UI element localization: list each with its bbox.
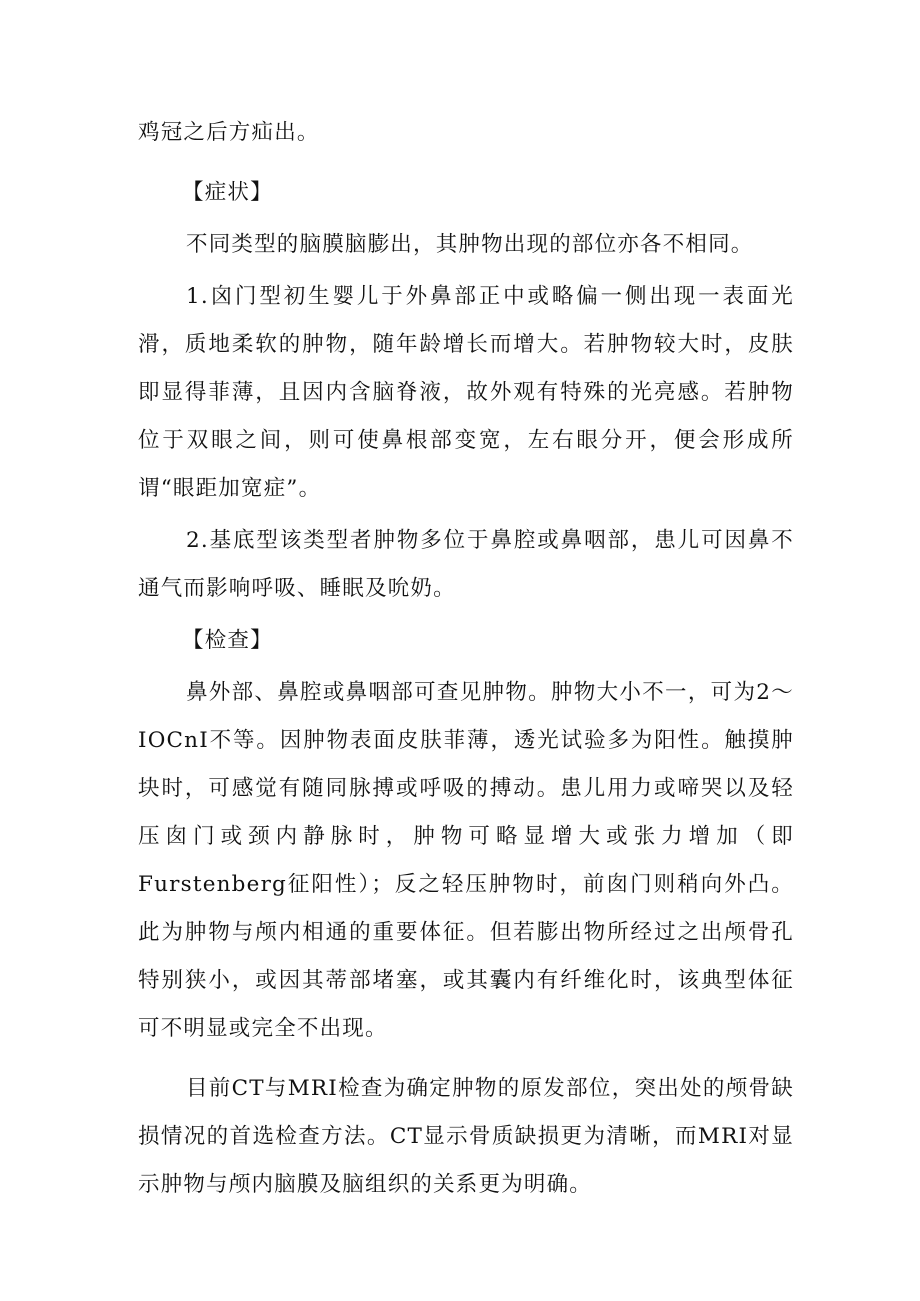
symptoms-paragraph-1: 不同类型的脑膜脑膨出，其肿物出现的部位亦各不相同。 bbox=[186, 232, 754, 257]
symptoms-heading: 【症状】 bbox=[182, 180, 273, 205]
symptoms-paragraph-3: 2.基底型该类型者肿物多位于鼻腔或鼻咽部，患儿可因鼻不通气而影响呼吸、睡眠及吮奶。 bbox=[138, 528, 794, 601]
examination-paragraph-1: 鼻外部、鼻腔或鼻咽部可查见肿物。肿物大小不一，可为2～IOCnI不等。因肿物表面皮肤菲薄，透光试验多为阳性。触摸肿块时，可感觉有随同脉搏或呼吸的搏动。患儿用力或啼哭以及轻压囱门或颈内静脉时，肿物可略显增大或张力增加（即Furstenberg征阳性）；反之轻压肿物时，前囱门则稍向外凸。此为肿物与颅内相通的重要体征。但若膨出物所经过之出颅骨孔特别狭小，或因其蒂部堵塞，或其囊内有纤维化时，该典型体征可不明显或完全不出现。 bbox=[138, 680, 794, 1041]
intro-line: 鸡冠之后方疝出。 bbox=[138, 120, 320, 145]
examination-paragraph-2: 目前CT与MRI检查为确定肿物的原发部位，突出处的颅骨缺损情况的首选检查方法。CT显示骨质缺损更为清晰，而MRI对显示肿物与颅内脑膜及脑组织的关系更为明确。 bbox=[138, 1076, 794, 1197]
spacer bbox=[138, 157, 794, 169]
examination-heading: 【检查】 bbox=[182, 628, 273, 653]
spacer bbox=[138, 1053, 794, 1065]
document-body bbox=[138, 109, 794, 1209]
symptoms-paragraph-2: 1.囟门型初生婴儿于外鼻部正中或略偏一侧出现一表面光滑，质地柔软的肿物，随年龄增长而增大。若肿物较大时，皮肤即显得菲薄，且因内含脑脊液，故外观有特殊的光亮感。若肿物位于双眼之间，则可使鼻根部变宽，左右眼分开，便会形成所谓“眼距加宽症”。 bbox=[138, 284, 794, 501]
